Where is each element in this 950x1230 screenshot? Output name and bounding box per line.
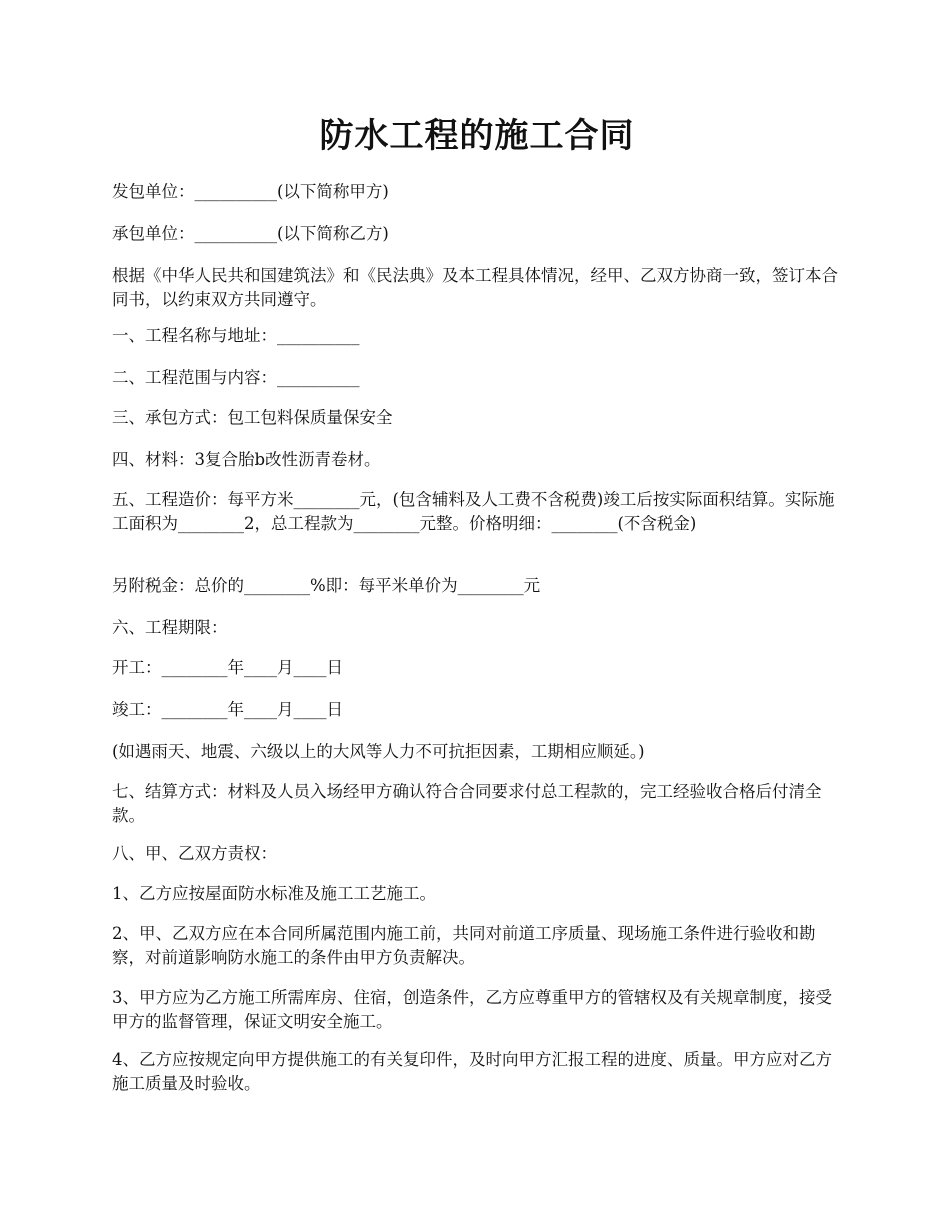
- clause-employer: 发包单位：__________(以下简称甲方): [112, 182, 389, 201]
- clause-preamble: 根据《中华人民共和国建筑法》和《民法典》及本工程具体情况，经甲、乙双方协商一致，签订本合同书，以约束双方共同遵守。: [112, 266, 838, 309]
- clause-tax: 另附税金：总价的________%即：每平米单价为________元: [112, 576, 541, 595]
- clause-7-settlement: 七、结算方式：材料及人员入场经甲方确认符合合同要求付总工程款的，完工经验收合格后付清全款。: [112, 782, 822, 825]
- clause-1-project-name: 一、工程名称与地址：__________: [112, 326, 360, 345]
- clause-8-item-2: 2、甲、乙双方应在本合同所属范围内施工前，共同对前道工序质量、现场施工条件进行验收和勘察，对前道影响防水施工的条件由甲方负责解决。: [112, 924, 816, 967]
- clause-4-materials: 四、材料：3复合胎b改性沥青卷材。: [112, 450, 381, 469]
- clause-contractor: 承包单位：__________(以下简称乙方): [112, 224, 389, 243]
- clause-8-item-3: 3、甲方应为乙方施工所需库房、住宿，创造条件，乙方应尊重甲方的管辖权及有关规章制度，接受甲方的监督管理，保证文明安全施工。: [112, 988, 832, 1031]
- clause-8-rights-heading: 八、甲、乙双方责权：: [112, 844, 277, 863]
- clause-2-scope: 二、工程范围与内容：__________: [112, 368, 360, 387]
- document-title: 防水工程的施工合同: [319, 116, 635, 156]
- clause-3-contract-mode: 三、承包方式：包工包料保质量保安全: [112, 408, 393, 427]
- clause-completion-date: 竣工：________年____月____日: [112, 700, 343, 719]
- clause-start-date: 开工：________年____月____日: [112, 658, 343, 677]
- clause-5-price: 五、工程造价：每平方米________元，(包含辅料及人工费不含税费)竣工后按实际面积结算。实际施工面积为________2，总工程款为________元整。价格明细：________(不含税金): [112, 490, 835, 533]
- clause-8-item-1: 1、乙方应按屋面防水标准及施工工艺施工。: [112, 884, 436, 903]
- clause-force-majeure: (如遇雨天、地震、六级以上的大风等人力不可抗拒因素，工期相应顺延。): [112, 742, 645, 761]
- clause-6-period-heading: 六、工程期限：: [112, 618, 228, 637]
- clause-8-item-4: 4、乙方应按规定向甲方提供施工的有关复印件，及时向甲方汇报工程的进度、质量。甲方应对乙方施工质量及时验收。: [112, 1050, 832, 1093]
